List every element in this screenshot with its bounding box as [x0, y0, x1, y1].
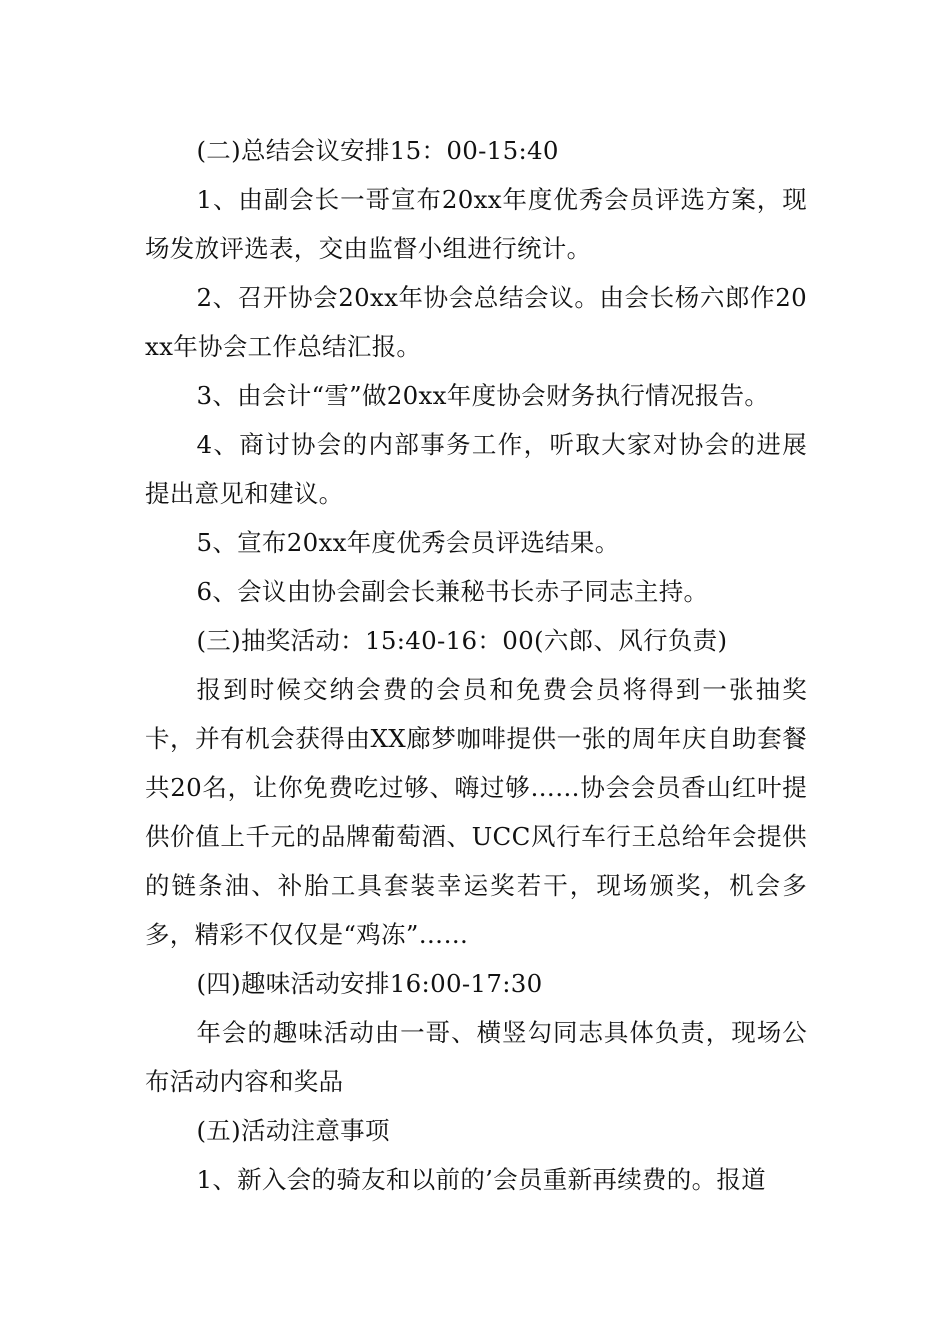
paragraph-item-6: 6、会议由协会副会长兼秘书长赤子同志主持。 [196, 577, 709, 606]
section-heading-fun-activities: (四)趣味活动安排16:00-17:30 [196, 969, 543, 998]
section-heading-notes: (五)活动注意事项 [196, 1116, 390, 1145]
paragraph-fun-activities: 年会的趣味活动由一哥、横竖勾同志具体负责，现场公布活动内容和奖品 [145, 1018, 807, 1096]
paragraph-item-3: 3、由会计“雪”做20xx年度协会财务执行情况报告。 [196, 381, 770, 410]
paragraph-item-4: 4、商讨协会的内部事务工作，听取大家对协会的进展提出意见和建议。 [145, 430, 807, 508]
paragraph-item-2: 2、召开协会20xx年协会总结会议。由会长杨六郎作20xx年协会工作总结汇报。 [145, 283, 807, 361]
paragraph-item-1: 1、由副会长一哥宣布20xx年度优秀会员评选方案，现场发放评选表，交由监督小组进行统计。 [145, 185, 807, 263]
paragraph-notes-item-1: 1、新入会的骑友和以前的’会员重新再续费的。报道 [196, 1165, 767, 1194]
section-heading-summary-meeting: (二)总结会议安排15：00-15:40 [196, 136, 559, 165]
paragraph-item-5: 5、宣布20xx年度优秀会员评选结果。 [196, 528, 620, 557]
document-body [145, 126, 807, 1204]
section-heading-lottery: (三)抽奖活动：15:40-16：00(六郎、风行负责) [196, 626, 728, 655]
paragraph-lottery-details: 报到时候交纳会费的会员和免费会员将得到一张抽奖卡，并有机会获得由XX廊梦咖啡提供一张的周年庆自助套餐共20名，让你免费吃过够、嗨过够……协会会员香山红叶提供价值上千元的品牌葡萄酒、UCC风行车行王总给年会提供的链条油、补胎工具套装幸运奖若干，现场颁奖，机会多多，精彩不仅仅是“鸡冻”…… [145, 675, 807, 949]
